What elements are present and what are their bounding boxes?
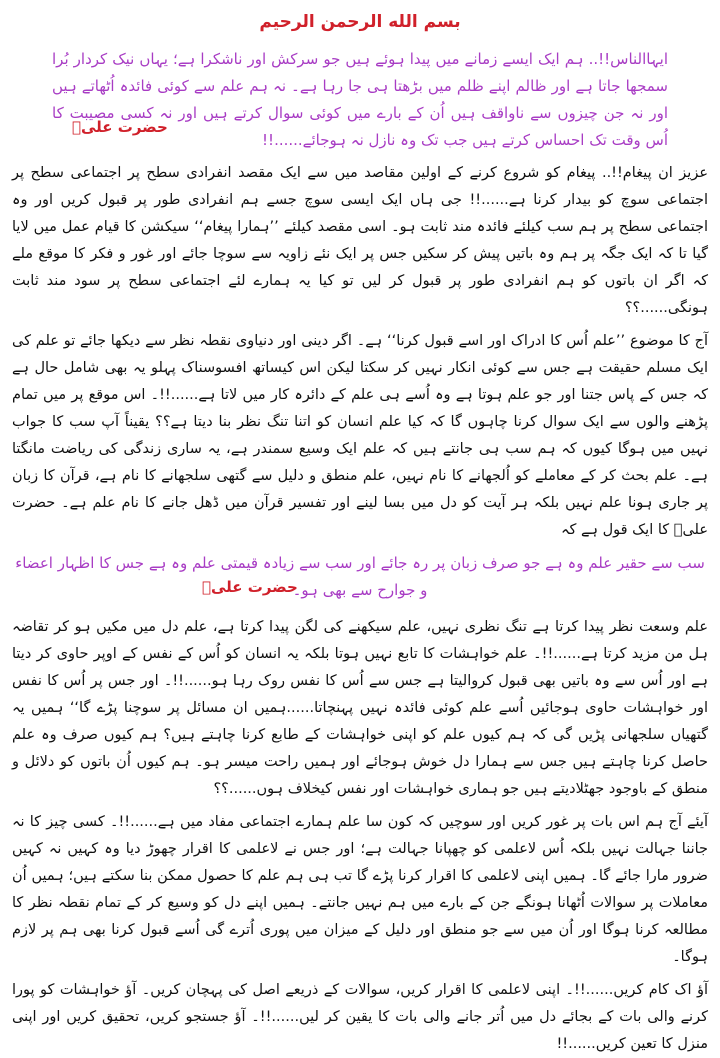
- opening-quote-attribution: حضرت علیؑ: [72, 118, 168, 136]
- opening-quote-text: ایہاالناس!!.. ہم ایک ایسے زمانے میں پیدا ہوئے ہیں جو سرکش اور ناشکرا ہے؛ یہاں نیک کردار بُرا سمجھا جاتا ہے اور ظالم اپنے ظلم میں بڑھتا ہی جا رہا ہے۔ نہ ہم علم سے کوئی فائدہ اُٹھاتے ہیں اور نہ جن چیزوں سے ناواقف ہیں اُن کے بارے میں کوئی سوال کرتے ہیں اور نہ کسی مصیبت کا اُس وقت تک احساس کرتے ہیں جب تک وہ نازل نہ ہوجائے......!!: [52, 50, 668, 149]
- paragraph-introduction: عزیز ان پیغام!!.. پیغام کو شروع کرنے کے اولین مقاصد میں سے ایک مقصد انفرادی سطح پر اجتماعی سطح پر اجتماعی سوچ کو بیدار کرنا ہے......!! جی ہاں ایک ایسی سوچ جسے ہم انفرادی طور پر قبول کریں اور وہ اجتماعی سطح پر ہم سب کیلئے فائدہ مند ثابت ہو۔ اسی مقصد کیلئے ’’ہمارا پیغام‘‘ سیکشن کا قیام عمل میں لایا گیا تا کہ ایک جگہ پر ہم وہ باتیں پیش کر سکیں جس پر ایک نئے زاویہ سے سوچا جائے اور غور و فکر کا موقع ملے کہ اگر ان باتوں کو ہم انفرادی طور پر قبول کر لیں تو کیا یہ ہمارے لئے اجتماعی سطح پر سود مند ثابت ہونگی......؟؟: [12, 165, 708, 316]
- middle-quote-text: سب سے حقیر علم وہ ہے جو صرف زبان پر رہ جائے اور سب سے زیادہ قیمتی علم وہ ہے جس کا اظہار اعضاء و جوارح سے بھی ہو۔: [15, 554, 705, 599]
- paragraph-call-to-action: آؤ اک کام کریں......!!۔ اپنی لاعلمی کا اقرار کریں، سوالات کے ذریعے اصل کی پہچان کریں۔ آؤ خواہشات کو پورا کرنے والی بات کے بجائے دل میں اُتر جانے والی بات کا یقین کر لیں......!!۔ آؤ جستجو کریں، تحقیق کریں اور اپنی منزل کا تعین کریں......!!: [12, 982, 708, 1052]
- middle-quote-block: [12, 550, 708, 608]
- paragraph-reflection: آیئے آج ہم اس بات پر غور کریں اور سوچیں کہ کون سا علم ہمارے اجتماعی مفاد میں ہے......!!۔ کسی چیز کا نہ جاننا جہالت نہیں بلکہ اُس لاعلمی کو چھپانا جہالت ہے؛ اور جس نے لاعلمی کا اقرار چھوڑ دیا وہ کہیں نہ کہیں ضرور مارا جائے گا۔ ہمیں اپنی لاعلمی کا اقرار کرنا پڑے گا تب ہی ہم علم کا حصول ممکن بنا سکتے ہیں؛ ہمیں اُن معاملات پر سوالات اُٹھانا ہونگے جن کے بارے میں ہم نہیں جانتے۔ ہمیں اپنے دل کو وسیع کر کے تمام نقطہ نظر کا مطالعہ کرنا ہوگا اور اُن میں سے جو منطق اور دلیل کے میزان میں پوری اُترے گی اُسے قبول کرنا بھی ہم پر لازم ہوگا۔: [12, 814, 708, 965]
- paragraph-topic: آج کا موضوع ’’علم اُس کا ادراک اور اسے قبول کرنا‘‘ ہے۔ اگر دینی اور دنیاوی نقطہ نظر سے دیکھا جائے تو علم کی ایک مسلم حقیقت ہے جس سے کوئی انکار نہیں کر سکتا لیکن اس کیساتھ افسوسناک پہلو یہ بھی شامل حال ہے کہ جس کے پاس جتنا اور جو علم ہوتا ہے وہ اُسے ہی علم کے دائرہ کار میں لاتا ہے......!!۔ اس موقع پر میں تمام پڑھنے والوں سے ایک سوال کرنا چاہوں گا کہ کیا علم انسان کو اتنا تنگ نظر بنا دیتا ہے؟؟ یقیناً آپ سب کا جواب نہیں میں ہوگا کیوں کہ ہم سب ہی جانتے ہیں کہ علم ایک وسیع سمندر ہے، یہ ساری زندگی کی ریاضت مانگتا ہے۔ علم بحث کر کے معاملے کو اُلجھانے کا نام نہیں، علم منطق و دلیل سے گتھی سلجھانے کا نام ہے، قرآن کا زبان پر جاری ہونا علم نہیں بلکہ ہر آیت کو دل میں بسا لینے اور تفسیر قرآن میں ڈھل جانے کا نام علم ہے۔ حضرت علیؑ کا ایک قول ہے کہ: [12, 333, 708, 538]
- opening-quote-block: [12, 46, 708, 154]
- paragraph-knowledge: علم وسعت نظر پیدا کرتا ہے تنگ نظری نہیں، علم سیکھنے کی لگن پیدا کرتا ہے، علم دل میں مکیں ہو کر تقاضہ ہل من مزید کرتا ہے......!!۔ علم خواہشات کا تابع نہیں ہوتا بلکہ یہ انسان کو اُس کے نفس کے اوپر حاوی کر دیتا ہے اور اُس سے وہ باتیں بھی قبول کروالیتا ہے جس سے اُس کا نفس روک رہا ہو......!!۔ اور جس پر اُس کا نفس اور خواہشات حاوی ہوجائیں اُسے علم کوئی فائدہ نہیں پہنچاتا......ہمیں ان مسائل پر سوچنا پڑے گا‘‘ ہمیں یہ گتھیاں سلجھانی پڑیں گی کہ ہم کیوں علم کو اپنی خواہشات کے طابع کرنا چاہتے ہیں؟ ہم کیوں صرف وہ علم حاصل کرنا چاہتے ہیں جس سے ہمارا دل خوش ہوجائے اور ہمیں راحت میسر ہو۔ ہم کیوں اُن باتوں کو دلائل و منطق کے باوجود جھٹلادیتے ہیں جو ہماری خواہشات اور نفس کیخلاف ہوں......؟؟: [12, 619, 708, 797]
- bismillah-heading: بسم الله الرحمن الرحیم: [259, 12, 461, 32]
- middle-quote-attribution: حضرت علیؑ: [202, 578, 298, 596]
